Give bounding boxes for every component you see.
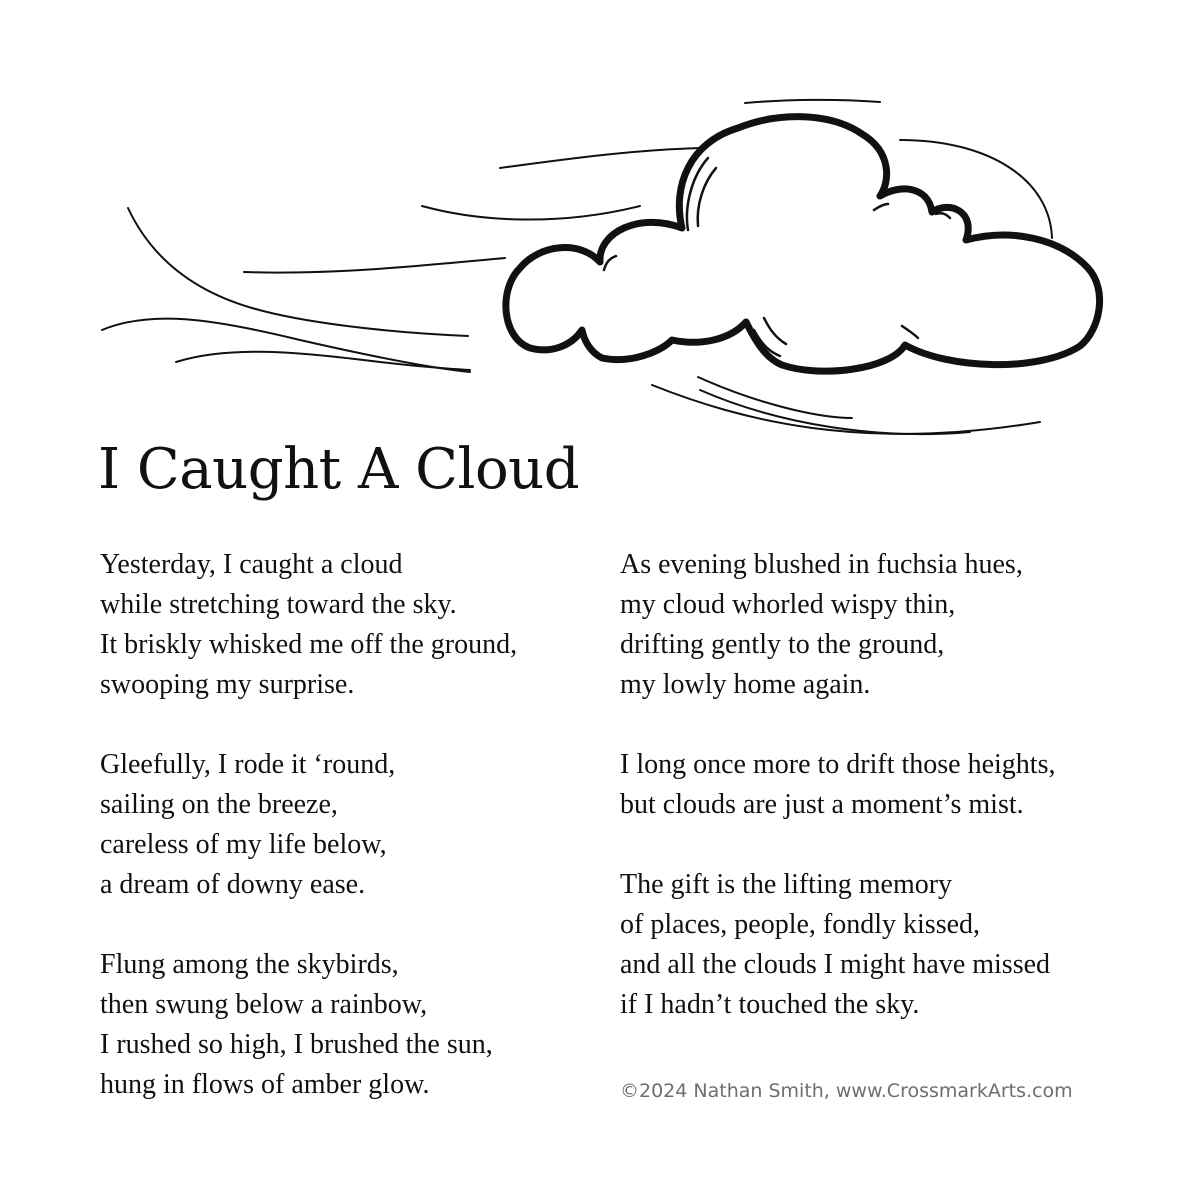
poem-line: my cloud whorled wispy thin, bbox=[620, 589, 956, 620]
stanza bbox=[100, 745, 600, 905]
poem-line: hung in flows of amber glow. bbox=[100, 1069, 430, 1100]
poem-line: swooping my surprise. bbox=[100, 669, 355, 700]
wind-line bbox=[900, 140, 1052, 238]
wind-line bbox=[652, 385, 1040, 434]
poem-line: It briskly whisked me off the ground, bbox=[100, 629, 518, 660]
wind-lines bbox=[102, 100, 1052, 434]
poem-line: I long once more to drift those heights, bbox=[620, 749, 1056, 780]
wind-line bbox=[176, 352, 470, 370]
poem-title: I Caught A Cloud bbox=[98, 437, 580, 502]
copyright-notice: ©2024 Nathan Smith, www.CrossmarkArts.com bbox=[620, 1080, 1073, 1102]
poem-line: I rushed so high, I brushed the sun, bbox=[100, 1029, 493, 1060]
poem-right-column bbox=[620, 545, 1180, 1065]
poem-line: sailing on the breeze, bbox=[100, 789, 338, 820]
wind-line bbox=[422, 206, 640, 220]
poem-line: As evening blushed in fuchsia hues, bbox=[620, 549, 1023, 580]
stanza bbox=[100, 945, 600, 1105]
poem-line: Yesterday, I caught a cloud bbox=[100, 549, 403, 580]
stanza bbox=[620, 745, 1180, 825]
cloud-illustration bbox=[0, 0, 1200, 460]
wind-line bbox=[745, 100, 880, 103]
poem-left-column bbox=[100, 545, 600, 1145]
poem-line: a dream of downy ease. bbox=[100, 869, 366, 900]
stanza bbox=[620, 865, 1180, 1025]
stanza bbox=[620, 545, 1180, 705]
poem-line: my lowly home again. bbox=[620, 669, 871, 700]
wind-line bbox=[102, 319, 470, 372]
poem-line: drifting gently to the ground, bbox=[620, 629, 945, 660]
poem-line: of places, people, fondly kissed, bbox=[620, 909, 981, 940]
poem-line: while stretching toward the sky. bbox=[100, 589, 457, 620]
poem-line: Gleefully, I rode it ‘round, bbox=[100, 749, 396, 780]
stanza bbox=[100, 545, 600, 705]
wind-line bbox=[698, 377, 852, 418]
poem-line: but clouds are just a moment’s mist. bbox=[620, 789, 1024, 820]
wind-line bbox=[700, 390, 970, 434]
poem-line: then swung below a rainbow, bbox=[100, 989, 428, 1020]
poem-line: The gift is the lifting memory bbox=[620, 869, 953, 900]
poem-line: and all the clouds I might have missed bbox=[620, 949, 1051, 980]
wind-line bbox=[500, 148, 700, 168]
wind-line bbox=[244, 258, 505, 273]
poem-line: Flung among the skybirds, bbox=[100, 949, 399, 980]
poem-line: careless of my life below, bbox=[100, 829, 387, 860]
poem-line: if I hadn’t touched the sky. bbox=[620, 989, 920, 1020]
cloud-outline bbox=[506, 117, 1100, 371]
